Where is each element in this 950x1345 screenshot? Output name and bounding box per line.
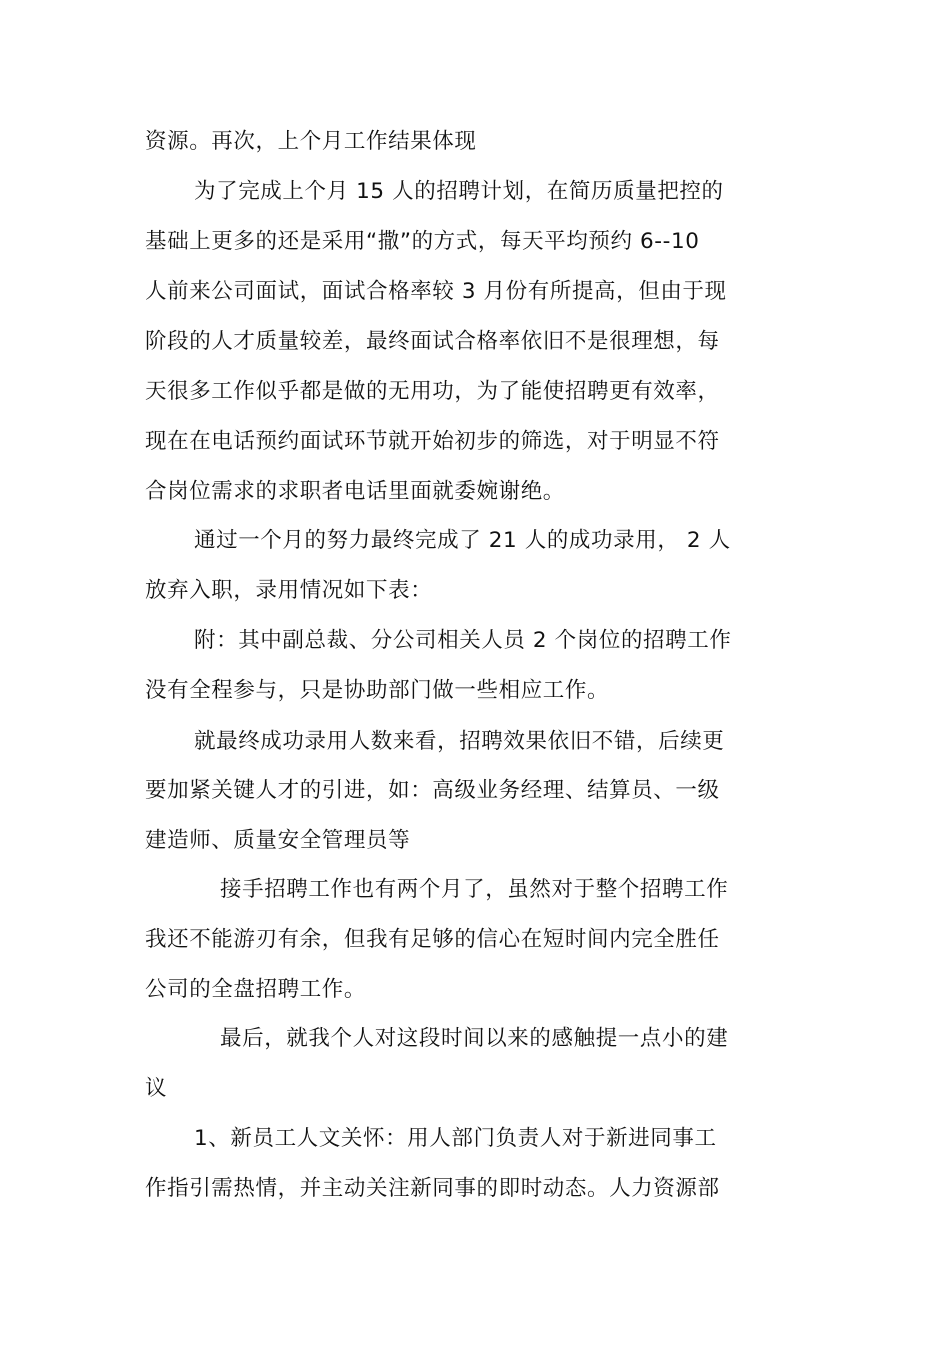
text-line: 我还不能游刃有余，但我有足够的信心在短时间内完全胜任 [145,927,720,952]
text-line: 现在在电话预约面试环节就开始初步的筛选，对于明显不符 [145,429,720,454]
text-line: 公司的全盘招聘工作。 [145,977,367,1002]
text-line: 为了完成上个月 15 人的招聘计划，在简历质量把控的 [194,179,724,204]
text-line: 天很多工作似乎都是做的无用功，为了能使招聘更有效率， [145,379,720,404]
text-line: 没有全程参与，只是协助部门做一些相应工作。 [145,678,610,703]
text-line: 最后，就我个人对这段时间以来的感触提一点小的建 [220,1026,729,1051]
text-line: 附：其中副总裁、分公司相关人员 2 个岗位的招聘工作 [194,628,732,653]
text-line: 通过一个月的努力最终完成了 21 人的成功录用， 2 人 [194,528,731,553]
text-line: 人前来公司面试，面试合格率较 3 月份有所提高，但由于现 [145,279,727,304]
text-line: 阶段的人才质量较差，最终面试合格率依旧不是很理想，每 [145,329,720,354]
text-line: 放弃入职，录用情况如下表： [145,578,433,603]
text-line: 就最终成功录用人数来看，招聘效果依旧不错，后续更 [194,729,725,754]
text-line: 建造师、质量安全管理员等 [145,828,411,853]
text-line: 合岗位需求的求职者电话里面就委婉谢绝。 [145,479,565,504]
text-line: 接手招聘工作也有两个月了，虽然对于整个招聘工作 [220,877,729,902]
text-line: 基础上更多的还是采用“撒”的方式，每天平均预约 6--10 [145,229,700,254]
text-line: 资源。再次，上个月工作结果体现 [145,129,477,154]
text-line: 要加紧关键人才的引进，如：高级业务经理、结算员、一级 [145,778,720,803]
text-line: 1、新员工人文关怀：用人部门负责人对于新进同事工 [194,1126,717,1151]
text-line: 作指引需热情，并主动关注新同事的即时动态。人力资源部 [145,1176,720,1201]
text-line: 议 [145,1076,168,1101]
